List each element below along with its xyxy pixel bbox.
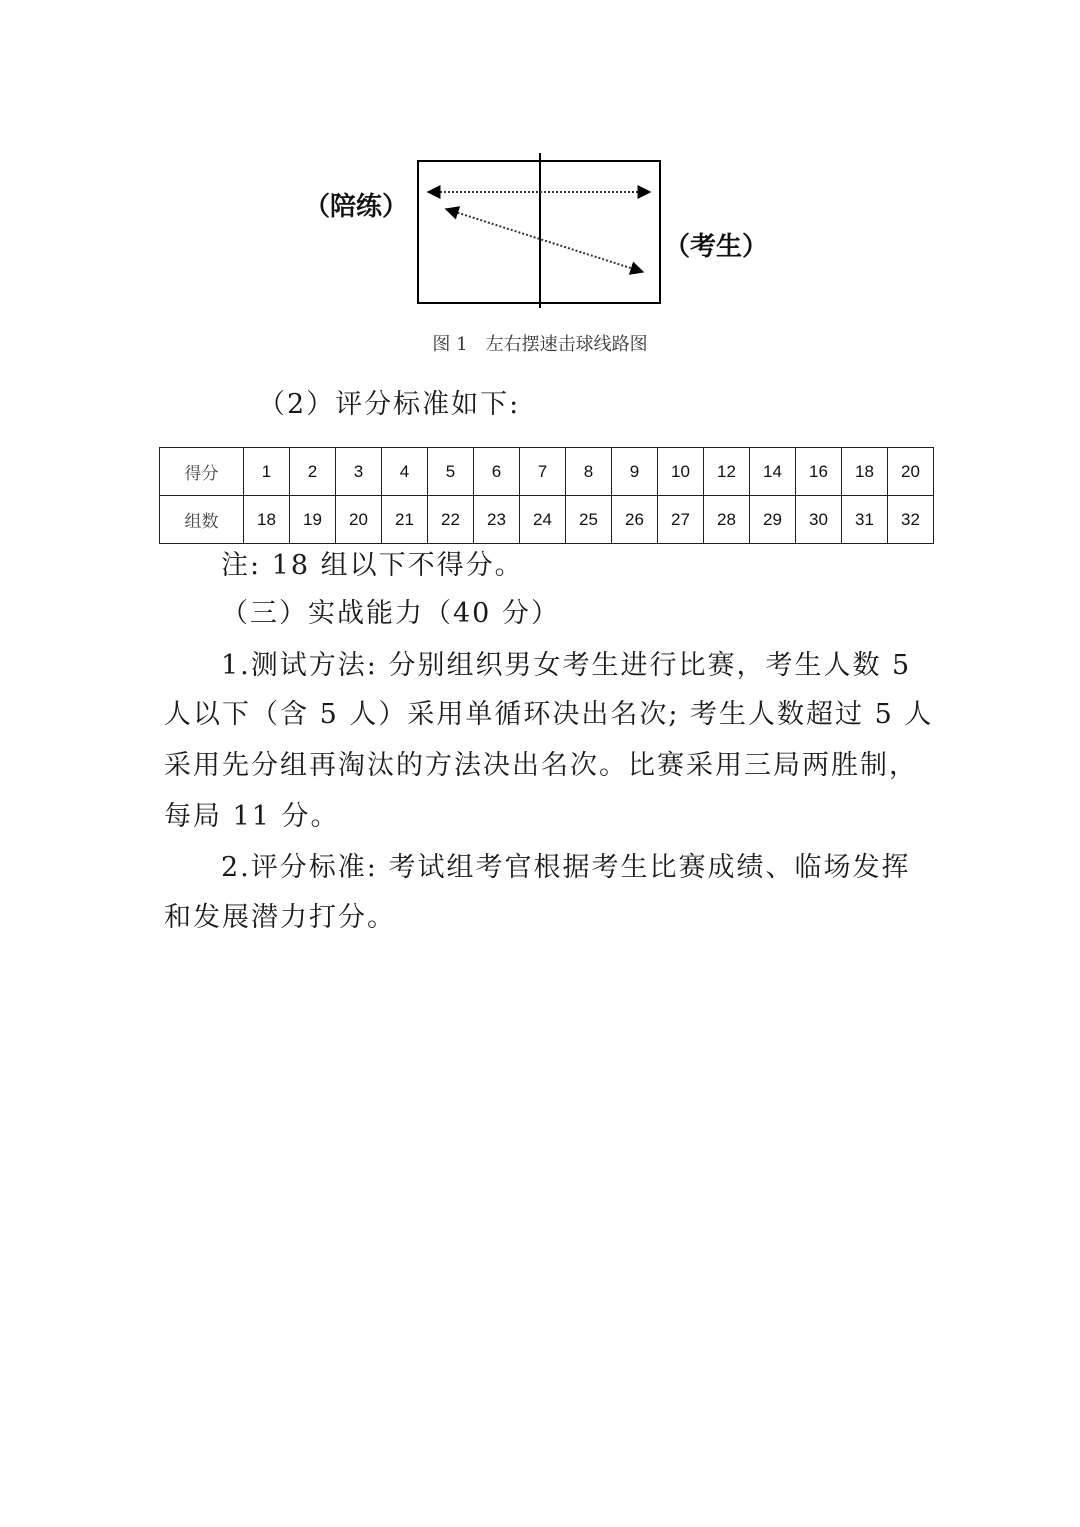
- diagonal-route-arrow: [446, 209, 643, 272]
- table-cell: 32: [888, 496, 934, 544]
- table-row: [160, 496, 934, 544]
- table-cell: 5: [428, 448, 474, 496]
- row-header-groups: 组数: [160, 496, 244, 544]
- table-cell: 27: [658, 496, 704, 544]
- method-line-2: 人以下（含 5 人）采用单循环决出名次; 考生人数超过 5 人: [164, 699, 934, 730]
- figure-caption: 图 1 左右摆速击球线路图: [432, 334, 648, 355]
- scoring-heading: （2）评分标准如下:: [258, 389, 521, 420]
- table-cell: 26: [612, 496, 658, 544]
- table-cell: 6: [474, 448, 520, 496]
- criteria-line-2: 和发展潜力打分。: [164, 902, 396, 933]
- table-cell: 18: [244, 496, 290, 544]
- table-cell: 3: [336, 448, 382, 496]
- table-cell: 19: [290, 496, 336, 544]
- table-cell: 2: [290, 448, 336, 496]
- table-cell: 8: [566, 448, 612, 496]
- table-cell: 29: [750, 496, 796, 544]
- table-cell: 7: [520, 448, 566, 496]
- table-cell: 10: [658, 448, 704, 496]
- table-cell: 9: [612, 448, 658, 496]
- table-cell: 25: [566, 496, 612, 544]
- table-row: [160, 448, 934, 496]
- table-cell: 31: [842, 496, 888, 544]
- score-table: [159, 447, 934, 544]
- table-cell: 24: [520, 496, 566, 544]
- method-line-4: 每局 11 分。: [164, 801, 340, 832]
- table-note: 注: 18 组以下不得分。: [221, 550, 524, 581]
- method-line-1: 1.测试方法: 分别组织男女考生进行比赛，考生人数 5: [221, 650, 912, 681]
- table-cell: 21: [382, 496, 428, 544]
- section-heading-combat: （三）实战能力（40 分）: [221, 598, 560, 629]
- table-cell: 16: [796, 448, 842, 496]
- table-cell: 23: [474, 496, 520, 544]
- table-cell: 28: [704, 496, 750, 544]
- table-cell: 4: [382, 448, 428, 496]
- table-cell: 30: [796, 496, 842, 544]
- table-cell: 20: [336, 496, 382, 544]
- table-cell: 22: [428, 496, 474, 544]
- table-cell: 14: [750, 448, 796, 496]
- method-line-3: 采用先分组再淘汰的方法决出名次。比赛采用三局两胜制，: [164, 750, 918, 781]
- table-cell: 1: [244, 448, 290, 496]
- table-cell: 20: [888, 448, 934, 496]
- table-cell: 12: [704, 448, 750, 496]
- partner-label: （陪练）: [304, 192, 409, 222]
- criteria-line-1: 2.评分标准: 考试组考官根据考生比赛成绩、临场发挥: [221, 852, 911, 883]
- table-cell: 18: [842, 448, 888, 496]
- row-header-score: 得分: [160, 448, 244, 496]
- examinee-label: （考生）: [664, 232, 769, 262]
